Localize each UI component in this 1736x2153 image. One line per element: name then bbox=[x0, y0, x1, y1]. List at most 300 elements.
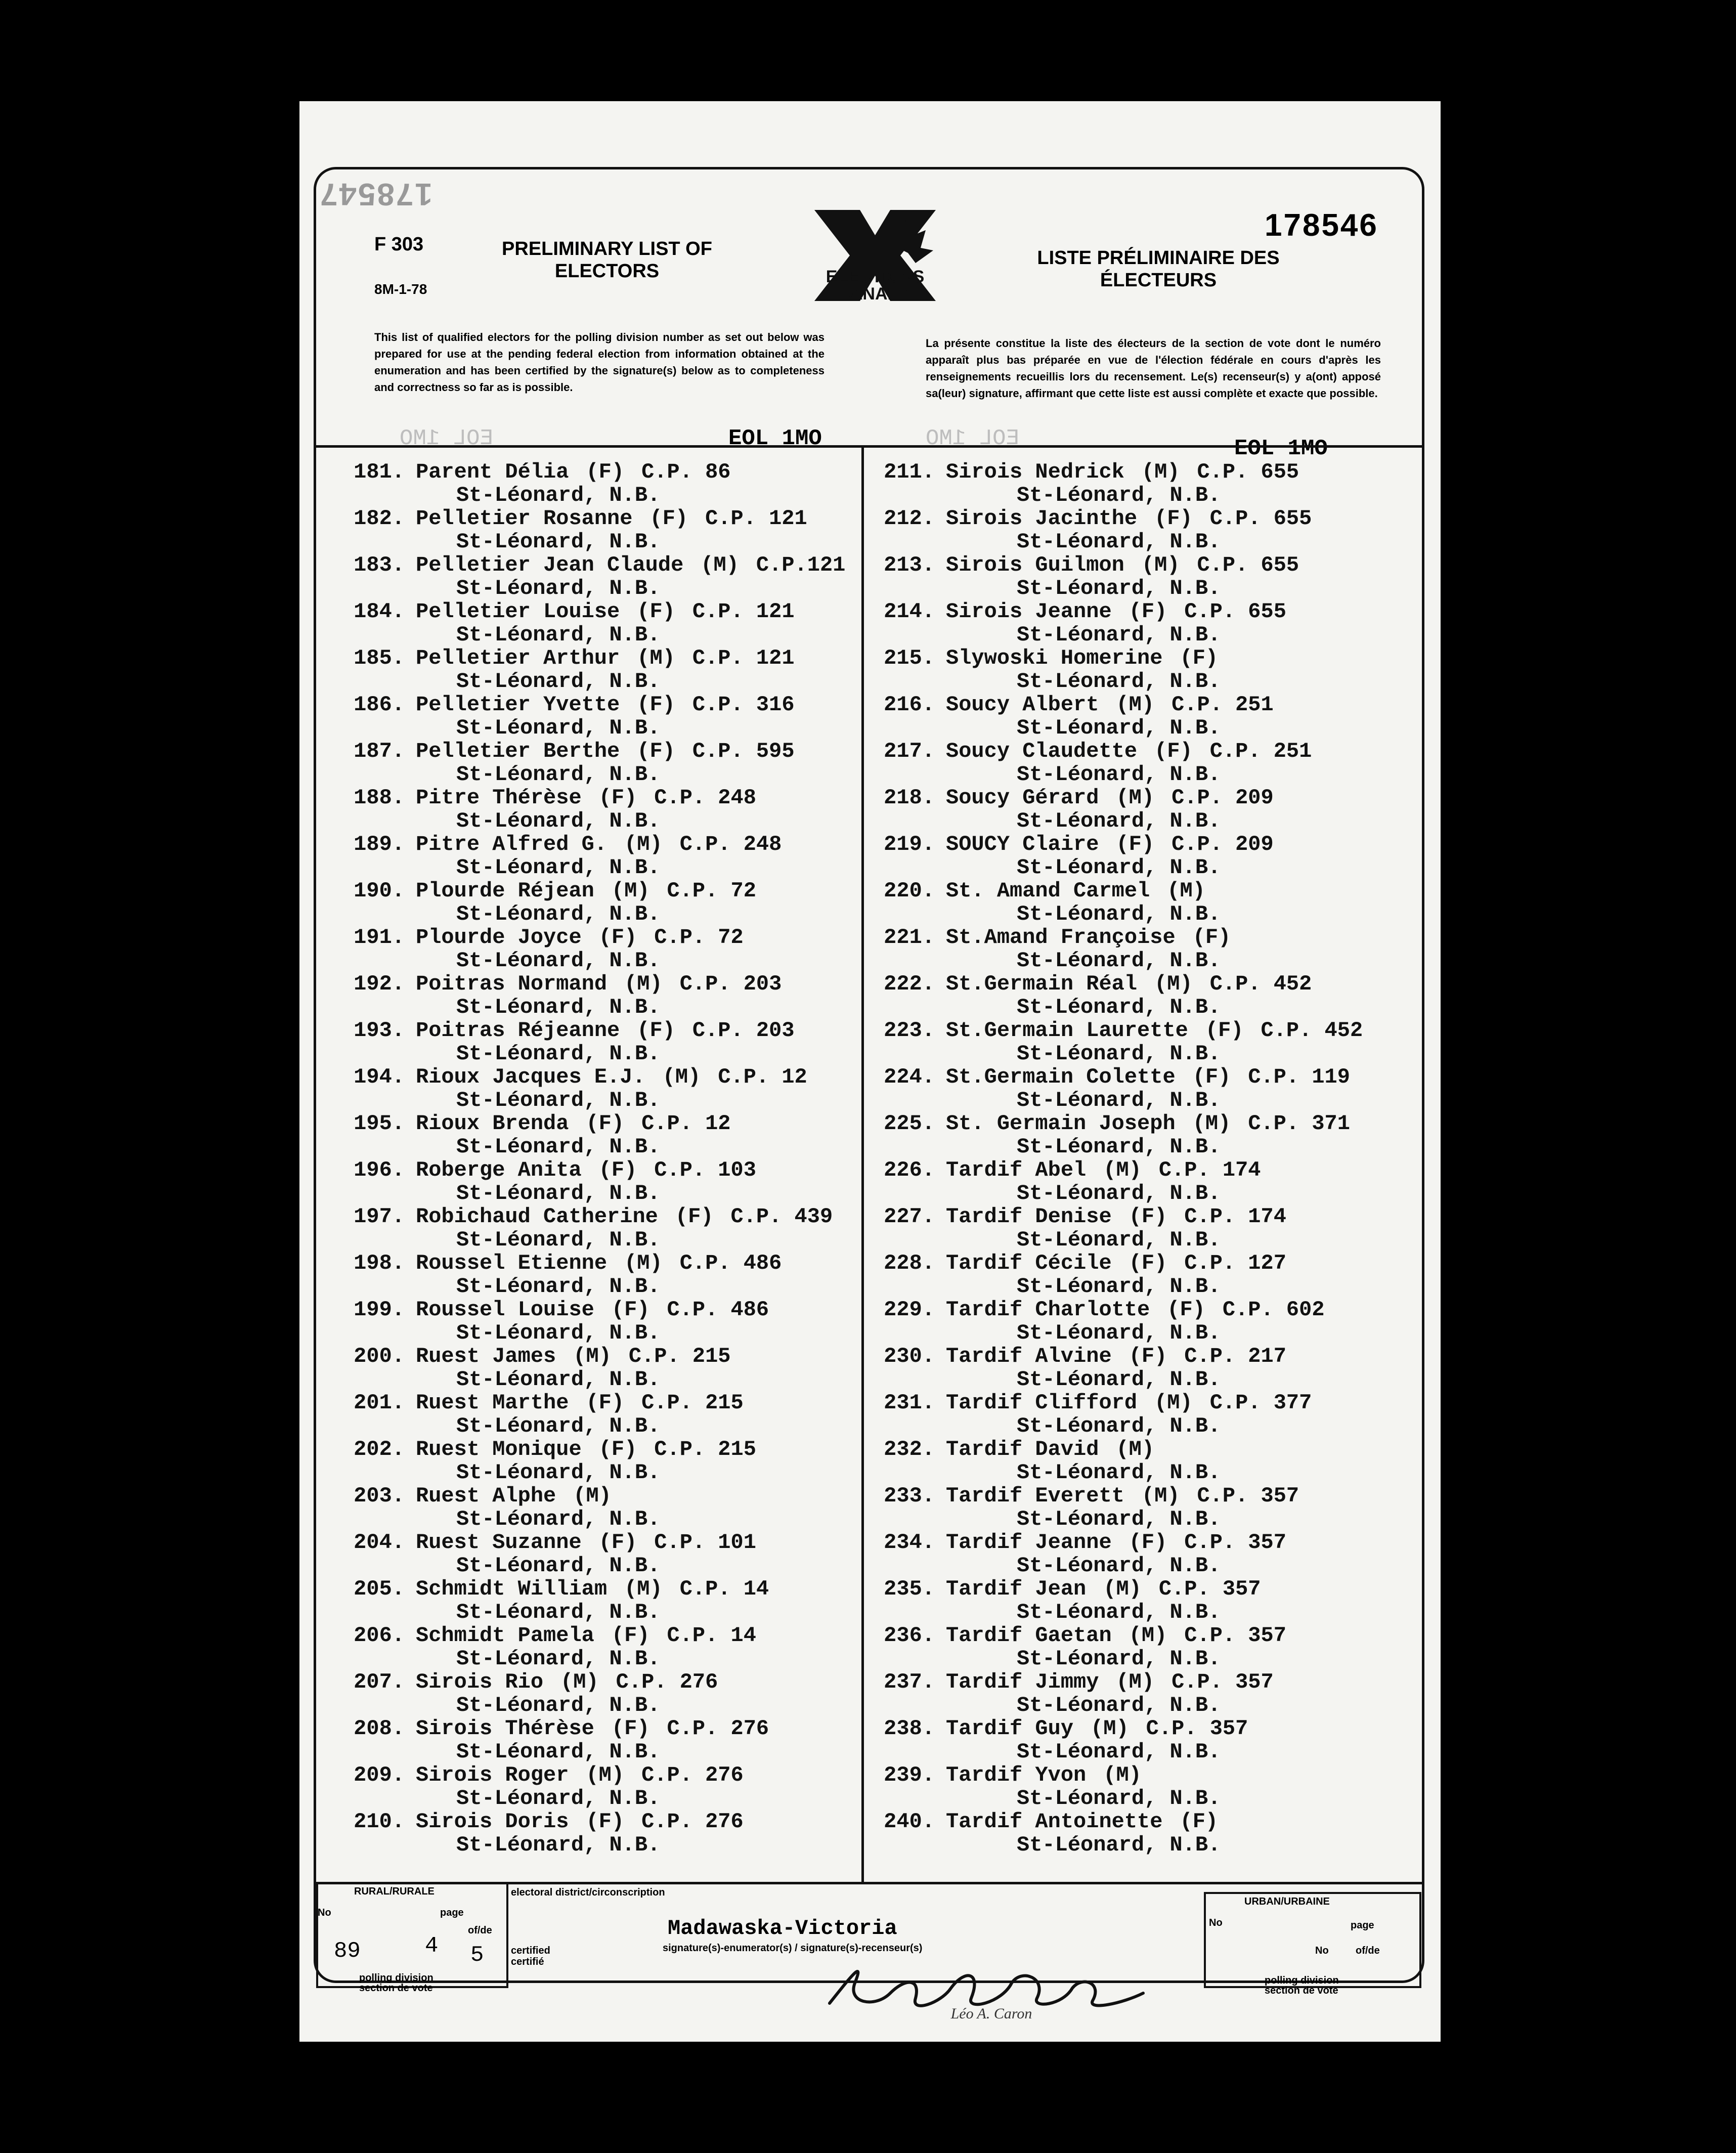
elector-entry bbox=[874, 1205, 1420, 1252]
elector-entry bbox=[874, 1577, 1420, 1624]
elector-address: St-Léonard, N.B. bbox=[1017, 1833, 1221, 1857]
elector-address: St-Léonard, N.B. bbox=[1017, 1135, 1221, 1159]
elector-address: St-Léonard, N.B. bbox=[456, 762, 661, 787]
elector-number: 192. bbox=[354, 972, 405, 996]
elector-entry bbox=[874, 1810, 1420, 1857]
elector-address: St-Léonard, N.B. bbox=[1017, 949, 1221, 973]
elector-name: Schmidt Pamela bbox=[416, 1623, 594, 1648]
elector-name: St.Germain Réal bbox=[946, 972, 1138, 996]
elector-name: Tardif Denise bbox=[946, 1204, 1112, 1229]
elector-address: St-Léonard, N.B. bbox=[1017, 1088, 1221, 1112]
elector-address: St-Léonard, N.B. bbox=[1017, 1042, 1221, 1066]
elector-name: St.Germain Laurette bbox=[946, 1018, 1188, 1043]
elector-number: 231. bbox=[884, 1391, 935, 1415]
elector-name: Parent Délia bbox=[416, 460, 569, 484]
elector-address: St-Léonard, N.B. bbox=[1017, 1321, 1221, 1345]
elector-postal-box: C.P. 174 bbox=[1158, 1158, 1261, 1182]
elector-sex: (F) bbox=[611, 1298, 650, 1322]
elector-number: 210. bbox=[354, 1810, 405, 1834]
elector-entry bbox=[874, 1391, 1420, 1438]
elector-sex: (M) bbox=[1103, 1763, 1142, 1787]
elector-name: Plourde Réjean bbox=[416, 879, 594, 903]
elector-number: 188. bbox=[354, 786, 405, 810]
elector-name: Ruest Alphe bbox=[416, 1484, 556, 1508]
elector-name: Pelletier Berthe bbox=[416, 739, 620, 763]
elector-address: St-Léonard, N.B. bbox=[456, 716, 661, 740]
elector-number: 181. bbox=[354, 460, 405, 484]
elector-number: 189. bbox=[354, 832, 405, 856]
elector-address: St-Léonard, N.B. bbox=[456, 1042, 661, 1066]
elector-postal-box: C.P. 357 bbox=[1146, 1716, 1248, 1741]
elector-number: 187. bbox=[354, 739, 405, 763]
serial-number: 178546 bbox=[1265, 208, 1378, 243]
elector-sex: (F) bbox=[1129, 599, 1167, 624]
elector-postal-box: C.P. 486 bbox=[679, 1251, 782, 1275]
elector-postal-box: C.P. 14 bbox=[679, 1577, 769, 1601]
elector-address: St-Léonard, N.B. bbox=[456, 1414, 661, 1438]
elector-sex: (F) bbox=[675, 1204, 714, 1229]
elector-postal-box: C.P. 203 bbox=[692, 1018, 795, 1043]
elector-postal-box: C.P. 248 bbox=[679, 832, 782, 856]
elector-address: St-Léonard, N.B. bbox=[456, 1833, 661, 1857]
elector-number: 220. bbox=[884, 879, 935, 903]
elector-address: St-Léonard, N.B. bbox=[456, 1321, 661, 1345]
elector-sex: (M) bbox=[1141, 1484, 1180, 1508]
elector-sex: (F) bbox=[1116, 832, 1155, 856]
elector-entry bbox=[874, 879, 1420, 926]
elector-address: St-Léonard, N.B. bbox=[1017, 902, 1221, 926]
elector-sex: (F) bbox=[586, 1391, 625, 1415]
elector-address: St-Léonard, N.B. bbox=[1017, 1554, 1221, 1578]
elector-name: Sirois Nedrick bbox=[946, 460, 1124, 484]
elector-postal-box: C.P. 276 bbox=[641, 1810, 744, 1834]
elector-address: St-Léonard, N.B. bbox=[1017, 716, 1221, 740]
postal-code-left: EOL 1MO bbox=[728, 426, 822, 451]
elector-address: St-Léonard, N.B. bbox=[456, 1507, 661, 1531]
elector-entry bbox=[874, 693, 1420, 740]
elector-postal-box: C.P. 12 bbox=[718, 1065, 807, 1089]
elector-entry bbox=[344, 879, 860, 926]
rural-label: RURAL/RURALE bbox=[354, 1886, 435, 1897]
elector-name: Roussel Louise bbox=[416, 1298, 594, 1322]
elector-entry bbox=[874, 786, 1420, 833]
elector-sex: (M) bbox=[1116, 786, 1155, 810]
elector-number: 198. bbox=[354, 1251, 405, 1275]
elector-name: Sirois Jacinthe bbox=[946, 506, 1138, 531]
elector-entry bbox=[344, 507, 860, 553]
elector-entry bbox=[874, 1065, 1420, 1112]
elector-address: St-Léonard, N.B. bbox=[1017, 1740, 1221, 1764]
elector-name: Slywoski Homerine bbox=[946, 646, 1163, 670]
elector-sex: (M) bbox=[1116, 1670, 1155, 1694]
elector-address: St-Léonard, N.B. bbox=[456, 902, 661, 926]
elector-postal-box: C.P. 251 bbox=[1209, 739, 1312, 763]
urban-no-label-2: No bbox=[1315, 1945, 1329, 1956]
elector-number: 229. bbox=[884, 1298, 935, 1322]
elector-name: Schmidt William bbox=[416, 1577, 607, 1601]
elector-address: St-Léonard, N.B. bbox=[456, 1367, 661, 1392]
elector-number: 226. bbox=[884, 1158, 935, 1182]
elector-address: St-Léonard, N.B. bbox=[1017, 809, 1221, 833]
elector-number: 196. bbox=[354, 1158, 405, 1182]
elector-number: 183. bbox=[354, 553, 405, 577]
elector-postal-box: C.P. 215 bbox=[654, 1437, 756, 1461]
elector-postal-box: C.P. 72 bbox=[654, 925, 744, 950]
elector-name: Pelletier Louise bbox=[416, 599, 620, 624]
elector-entry bbox=[874, 1252, 1420, 1298]
elector-name: St. Germain Joseph bbox=[946, 1111, 1176, 1136]
elector-number: 202. bbox=[354, 1437, 405, 1461]
elector-sex: (M) bbox=[662, 1065, 701, 1089]
elector-name: Tardif Antoinette bbox=[946, 1810, 1163, 1834]
elector-sex: (F) bbox=[611, 1623, 650, 1648]
elector-postal-box: C.P. 217 bbox=[1184, 1344, 1286, 1368]
elector-sex: (F) bbox=[586, 1111, 625, 1136]
elector-entry bbox=[344, 1298, 860, 1345]
elector-number: 203. bbox=[354, 1484, 405, 1508]
elector-address: St-Léonard, N.B. bbox=[456, 669, 661, 694]
elector-sex: (F) bbox=[1129, 1251, 1167, 1275]
header-divider bbox=[316, 445, 1422, 448]
elector-number: 225. bbox=[884, 1111, 935, 1136]
elector-number: 199. bbox=[354, 1298, 405, 1322]
form-revision: 8M-1-78 bbox=[374, 281, 427, 297]
title-french: LISTE PRÉLIMINAIRE DES ÉLECTEURS bbox=[1037, 247, 1280, 291]
elector-postal-box: C.P. 452 bbox=[1261, 1018, 1363, 1043]
elector-sex: (M) bbox=[1116, 693, 1155, 717]
elector-number: 184. bbox=[354, 599, 405, 624]
elector-entry bbox=[874, 972, 1420, 1019]
elector-number: 227. bbox=[884, 1204, 935, 1229]
elector-name: Tardif Jean bbox=[946, 1577, 1087, 1601]
rural-of-label: of/de bbox=[468, 1925, 492, 1936]
rural-no-label: No bbox=[318, 1907, 331, 1918]
elector-name: Poitras Réjeanne bbox=[416, 1018, 620, 1043]
elector-sex: (M) bbox=[1141, 460, 1180, 484]
elector-entry bbox=[874, 1298, 1420, 1345]
elector-postal-box: C.P. 215 bbox=[628, 1344, 731, 1368]
elector-name: Tardif Yvon bbox=[946, 1763, 1087, 1787]
elector-name: Soucy Gérard bbox=[946, 786, 1099, 810]
elector-address: St-Léonard, N.B. bbox=[456, 623, 661, 647]
elector-address: St-Léonard, N.B. bbox=[1017, 669, 1221, 694]
elector-sex: (F) bbox=[1129, 1344, 1167, 1368]
elector-sex: (M) bbox=[1103, 1158, 1142, 1182]
elector-entry bbox=[344, 740, 860, 786]
electoral-district: Madawaska-Victoria bbox=[668, 1916, 897, 1941]
elector-number: 219. bbox=[884, 832, 935, 856]
elector-sex: (F) bbox=[1154, 506, 1193, 531]
elector-sex: (M) bbox=[560, 1670, 599, 1694]
elector-entry bbox=[344, 1577, 860, 1624]
elector-address: St-Léonard, N.B. bbox=[456, 1088, 661, 1112]
elector-sex: (M) bbox=[573, 1484, 612, 1508]
elector-entry bbox=[344, 1112, 860, 1158]
elector-address: St-Léonard, N.B. bbox=[1017, 1367, 1221, 1392]
elector-name: Pelletier Rosanne bbox=[416, 506, 633, 531]
elector-name: Robichaud Catherine bbox=[416, 1204, 658, 1229]
elector-sex: (M) bbox=[701, 553, 739, 577]
elector-name: Sirois Thérèse bbox=[416, 1716, 594, 1741]
elector-entry bbox=[874, 740, 1420, 786]
elector-sex: (F) bbox=[598, 1158, 637, 1182]
elector-entry bbox=[874, 1531, 1420, 1577]
elector-sex: (F) bbox=[637, 739, 675, 763]
elector-name: Pitre Thérèse bbox=[416, 786, 582, 810]
elector-address: St-Léonard, N.B. bbox=[1017, 855, 1221, 880]
elector-address: St-Léonard, N.B. bbox=[1017, 1786, 1221, 1811]
elector-address: St-Léonard, N.B. bbox=[456, 1460, 661, 1485]
elector-name: Tardif Clifford bbox=[946, 1391, 1138, 1415]
elector-address: St-Léonard, N.B. bbox=[1017, 576, 1221, 600]
elector-number: 194. bbox=[354, 1065, 405, 1089]
elector-entry bbox=[344, 1345, 860, 1391]
elector-entry bbox=[344, 972, 860, 1019]
elector-entry bbox=[344, 647, 860, 693]
elector-postal-box: C.P. 276 bbox=[616, 1670, 718, 1694]
elector-list-left bbox=[344, 460, 860, 1857]
elector-entry bbox=[344, 1763, 860, 1810]
elector-name: Sirois Jeanne bbox=[946, 599, 1112, 624]
elector-sex: (F) bbox=[1180, 1810, 1219, 1834]
elector-entry bbox=[874, 1112, 1420, 1158]
elector-postal-box: C.P. 174 bbox=[1184, 1204, 1286, 1229]
elector-number: 239. bbox=[884, 1763, 935, 1787]
elector-entry bbox=[344, 1484, 860, 1531]
logo-text: ELECTIONS CANADA bbox=[826, 267, 925, 304]
elector-sex: (F) bbox=[1129, 1530, 1167, 1555]
elector-postal-box: C.P. 119 bbox=[1248, 1065, 1350, 1089]
elector-name: Tardif Guy bbox=[946, 1716, 1074, 1741]
elector-sex: (F) bbox=[1205, 1018, 1244, 1043]
elector-address: St-Léonard, N.B. bbox=[1017, 530, 1221, 554]
elector-address: St-Léonard, N.B. bbox=[456, 483, 661, 507]
elector-entry bbox=[874, 1624, 1420, 1670]
elector-entry bbox=[874, 1484, 1420, 1531]
elector-name: St.Amand Françoise bbox=[946, 925, 1176, 950]
elector-sex: (M) bbox=[1103, 1577, 1142, 1601]
elector-name: Ruest Marthe bbox=[416, 1391, 569, 1415]
elector-name: St. Amand Carmel bbox=[946, 879, 1150, 903]
postal-code-right: EOL 1MO bbox=[1234, 436, 1328, 461]
title-english: PRELIMINARY LIST OF ELECTORS bbox=[502, 238, 712, 282]
elector-number: 204. bbox=[354, 1530, 405, 1555]
elector-entry bbox=[344, 1252, 860, 1298]
elector-address: St-Léonard, N.B. bbox=[1017, 1647, 1221, 1671]
elector-sex: (M) bbox=[624, 972, 663, 996]
elector-entry bbox=[874, 507, 1420, 553]
elector-name: Tardif Gaetan bbox=[946, 1623, 1112, 1648]
elector-name: St.Germain Colette bbox=[946, 1065, 1176, 1089]
elector-entry bbox=[874, 1717, 1420, 1763]
elector-name: Sirois Guilmon bbox=[946, 553, 1124, 577]
elector-postal-box: C.P. 377 bbox=[1209, 1391, 1312, 1415]
elector-postal-box: C.P. 127 bbox=[1184, 1251, 1286, 1275]
elector-entry bbox=[874, 926, 1420, 972]
elector-sex: (M) bbox=[624, 1251, 663, 1275]
elector-address: St-Léonard, N.B. bbox=[456, 1740, 661, 1764]
elector-postal-box: C.P. 357 bbox=[1158, 1577, 1261, 1601]
urban-label: URBAN/URBAINE bbox=[1244, 1896, 1330, 1907]
elector-postal-box: C.P. 248 bbox=[654, 786, 756, 810]
elector-number: 230. bbox=[884, 1344, 935, 1368]
elector-postal-box: C.P. 357 bbox=[1184, 1530, 1286, 1555]
page-number: 4 bbox=[425, 1933, 439, 1959]
elector-entry bbox=[344, 693, 860, 740]
elector-postal-box: C.P.121 bbox=[756, 553, 846, 577]
elector-address: St-Léonard, N.B. bbox=[1017, 1414, 1221, 1438]
elector-postal-box: C.P. 72 bbox=[667, 879, 756, 903]
elector-address: St-Léonard, N.B. bbox=[456, 1600, 661, 1624]
elector-postal-box: C.P. 12 bbox=[641, 1111, 731, 1136]
elector-number: 235. bbox=[884, 1577, 935, 1601]
elector-postal-box: C.P. 357 bbox=[1197, 1484, 1299, 1508]
elector-number: 218. bbox=[884, 786, 935, 810]
elector-sex: (M) bbox=[586, 1763, 625, 1787]
elector-address: St-Léonard, N.B. bbox=[456, 1181, 661, 1205]
elector-address: St-Léonard, N.B. bbox=[456, 1554, 661, 1578]
elector-name: Rioux Brenda bbox=[416, 1111, 569, 1136]
elector-number: 200. bbox=[354, 1344, 405, 1368]
elector-postal-box: C.P. 276 bbox=[641, 1763, 744, 1787]
postal-code-ghost-right: EOL 1MO bbox=[926, 426, 1019, 451]
elector-entry bbox=[344, 786, 860, 833]
signature-image bbox=[819, 1948, 1163, 2023]
elector-postal-box: C.P. 103 bbox=[654, 1158, 756, 1182]
elector-name: Tardif Abel bbox=[946, 1158, 1087, 1182]
elector-postal-box: C.P. 209 bbox=[1171, 786, 1274, 810]
elector-number: 197. bbox=[354, 1204, 405, 1229]
elector-postal-box: C.P. 14 bbox=[667, 1623, 756, 1648]
postal-code-ghost-left: EOL 1MO bbox=[400, 426, 493, 451]
elector-postal-box: C.P. 276 bbox=[667, 1716, 769, 1741]
elector-entry bbox=[874, 1438, 1420, 1484]
elector-name: Sirois Rio bbox=[416, 1670, 544, 1694]
elector-address: St-Léonard, N.B. bbox=[1017, 1600, 1221, 1624]
elector-address: St-Léonard, N.B. bbox=[456, 1647, 661, 1671]
elector-postal-box: C.P. 203 bbox=[679, 972, 782, 996]
elector-number: 207. bbox=[354, 1670, 405, 1694]
elector-name: Tardif Cécile bbox=[946, 1251, 1112, 1275]
elector-name: Roussel Etienne bbox=[416, 1251, 607, 1275]
elector-sex: (M) bbox=[1167, 879, 1205, 903]
ghost-serial-number: 178547 bbox=[319, 177, 432, 211]
elector-sex: (F) bbox=[1192, 925, 1231, 950]
elector-sex: (M) bbox=[1091, 1716, 1129, 1741]
elector-number: 185. bbox=[354, 646, 405, 670]
elector-name: Tardif Jimmy bbox=[946, 1670, 1099, 1694]
elector-sex: (M) bbox=[1116, 1437, 1155, 1461]
elector-number: 193. bbox=[354, 1018, 405, 1043]
elector-postal-box: C.P. 595 bbox=[692, 739, 795, 763]
elector-number: 201. bbox=[354, 1391, 405, 1415]
urban-of-label: of/de bbox=[1356, 1945, 1380, 1956]
elector-address: St-Léonard, N.B. bbox=[456, 1786, 661, 1811]
elector-number: 236. bbox=[884, 1623, 935, 1648]
elector-entry bbox=[344, 1391, 860, 1438]
elector-name: Soucy Albert bbox=[946, 693, 1099, 717]
elector-entry bbox=[344, 1065, 860, 1112]
elector-entry bbox=[874, 600, 1420, 647]
elector-entry bbox=[874, 1763, 1420, 1810]
elector-number: 223. bbox=[884, 1018, 935, 1043]
urban-polling-division-label: polling division section de vote bbox=[1265, 1975, 1339, 1996]
elector-address: St-Léonard, N.B. bbox=[456, 576, 661, 600]
page-total: 5 bbox=[470, 1943, 484, 1968]
elector-entry bbox=[344, 553, 860, 600]
elector-postal-box: C.P. 655 bbox=[1197, 460, 1299, 484]
elector-address: St-Léonard, N.B. bbox=[456, 530, 661, 554]
elector-number: 233. bbox=[884, 1484, 935, 1508]
elector-number: 211. bbox=[884, 460, 935, 484]
elector-name: Ruest James bbox=[416, 1344, 556, 1368]
elector-postal-box: C.P. 655 bbox=[1184, 599, 1286, 624]
elector-sex: (M) bbox=[1141, 553, 1180, 577]
elector-number: 190. bbox=[354, 879, 405, 903]
elector-sex: (F) bbox=[611, 1716, 650, 1741]
elector-address: St-Léonard, N.B. bbox=[1017, 1460, 1221, 1485]
elector-name: Sirois Roger bbox=[416, 1763, 569, 1787]
form-code: F 303 bbox=[374, 234, 424, 255]
elector-sex: (F) bbox=[598, 786, 637, 810]
elector-name: Tardif Everett bbox=[946, 1484, 1124, 1508]
elector-entry bbox=[874, 460, 1420, 507]
elector-sex: (F) bbox=[649, 506, 688, 531]
elector-entry bbox=[874, 553, 1420, 600]
elector-postal-box: C.P. 316 bbox=[692, 693, 795, 717]
elector-name: Ruest Suzanne bbox=[416, 1530, 582, 1555]
elector-entry bbox=[344, 1019, 860, 1065]
elector-sex: (F) bbox=[586, 460, 625, 484]
district-label: electoral district/circonscription bbox=[511, 1887, 665, 1898]
elector-name: Pelletier Arthur bbox=[416, 646, 620, 670]
elector-sex: (M) bbox=[1129, 1623, 1167, 1648]
elector-postal-box: C.P. 209 bbox=[1171, 832, 1274, 856]
elector-name: SOUCY Claire bbox=[946, 832, 1099, 856]
elector-entry bbox=[344, 1158, 860, 1205]
elector-postal-box: C.P. 486 bbox=[667, 1298, 769, 1322]
elector-sex: (M) bbox=[573, 1344, 612, 1368]
elector-name: Plourde Joyce bbox=[416, 925, 582, 950]
elector-name: Poitras Normand bbox=[416, 972, 607, 996]
polling-division-label: polling division section de vote bbox=[359, 1972, 433, 1994]
elector-entry bbox=[344, 1531, 860, 1577]
elector-name: Sirois Doris bbox=[416, 1810, 569, 1834]
elector-number: 205. bbox=[354, 1577, 405, 1601]
elector-number: 237. bbox=[884, 1670, 935, 1694]
elector-number: 221. bbox=[884, 925, 935, 950]
elector-number: 228. bbox=[884, 1251, 935, 1275]
elector-postal-box: C.P. 251 bbox=[1171, 693, 1274, 717]
elector-address: St-Léonard, N.B. bbox=[456, 1135, 661, 1159]
elector-name: Roberge Anita bbox=[416, 1158, 582, 1182]
elector-number: 213. bbox=[884, 553, 935, 577]
elector-postal-box: C.P. 452 bbox=[1209, 972, 1312, 996]
elector-postal-box: C.P. 439 bbox=[730, 1204, 833, 1229]
elector-sex: (F) bbox=[598, 1530, 637, 1555]
elector-number: 214. bbox=[884, 599, 935, 624]
elector-name: Tardif David bbox=[946, 1437, 1099, 1461]
elector-name: Soucy Claudette bbox=[946, 739, 1138, 763]
elector-sex: (M) bbox=[611, 879, 650, 903]
elector-address: St-Léonard, N.B. bbox=[1017, 1274, 1221, 1299]
elector-postal-box: C.P. 101 bbox=[654, 1530, 756, 1555]
elector-address: St-Léonard, N.B. bbox=[1017, 995, 1221, 1019]
elector-entry bbox=[344, 1810, 860, 1857]
elector-postal-box: C.P. 655 bbox=[1209, 506, 1312, 531]
elector-sex: (M) bbox=[1192, 1111, 1231, 1136]
elector-sex: (F) bbox=[1129, 1204, 1167, 1229]
